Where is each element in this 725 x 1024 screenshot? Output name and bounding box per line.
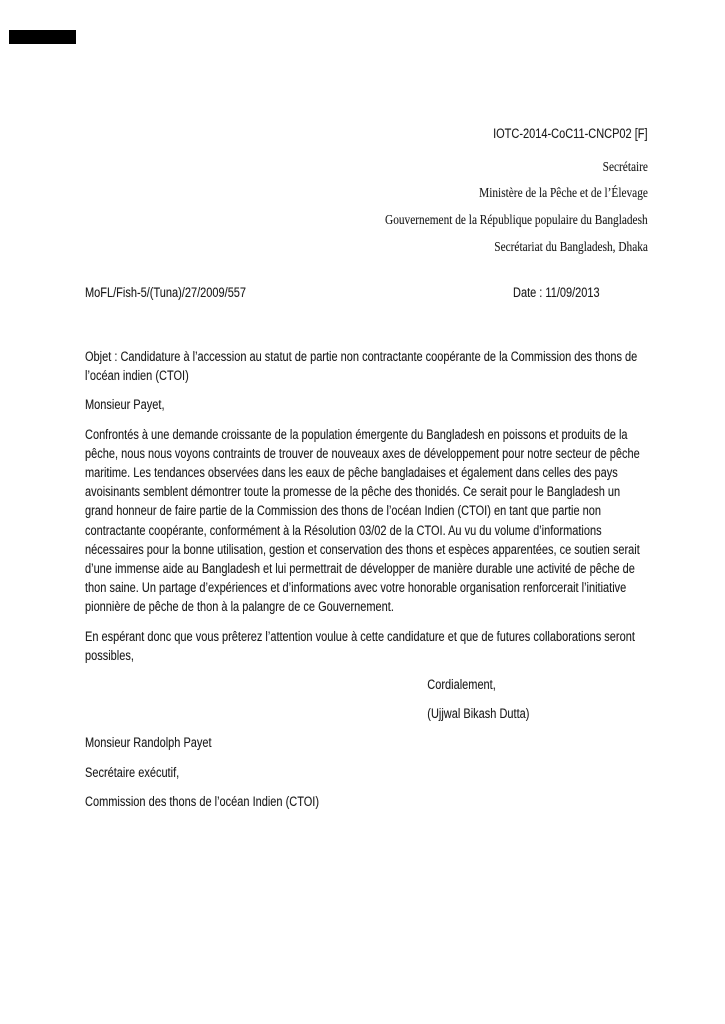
recipient-organization: Commission des thons de l’océan Indien (CTOI) — [85, 793, 320, 809]
redaction-bar — [9, 30, 76, 44]
file-number: MoFL/Fish-5/(Tuna)/27/2009/557 — [85, 285, 247, 300]
document-reference: IOTC-2014-CoC11-CNCP02 [F] — [493, 126, 648, 141]
sender-secretariat: Secrétariat du Bangladesh, Dhaka — [494, 239, 648, 254]
recipient-title: Secrétaire exécutif, — [85, 764, 180, 780]
sender-ministry: Ministère de la Pêche et de l’Élevage — [479, 185, 648, 200]
closing-paragraph: En espérant donc que vous prêterez l’attention voulue à cette candidature et que de futures collaborations seront possibles, — [85, 628, 635, 663]
salutation: Monsieur Payet, — [85, 397, 165, 413]
signoff: Cordialement, — [427, 677, 496, 693]
signatory-name: (Ujjwal Bikash Dutta) — [427, 706, 530, 722]
body-paragraph: Confrontés à une demande croissante de la population émergente du Bangladesh en poissons et produits de la pêche, nous nous voyons contraints de trouver de nouveaux axes de développement pour notre secteur de pêche maritime. Les tendances observées dans les eaux de pêche bangladaises et également dans celles des pays avoisinants semblent démontrer toute la promesse de la pêche des thonidés. Ce serait pour le Bangladesh un grand honneur de faire partie de la Commission des thons de l’océan Indien (CTOI) en tant que partie non contractante coopérante, conformément à la Résolution 03/02 de la CTOI. Au vu du volume d’informations nécessaires pour la bonne utilisation, gestion et conservation des thons et espèces apparentées, ce soutien serait d’une immense aide au Bangladesh et lui permettrait de développer de manière durable une activité de pêche de thon saine. Un partage d’expériences et d’informations avec votre honorable organisation renforcerait l’initiative pionnière de pêche de thon à la palangre de ce Gouvernement. — [85, 426, 640, 615]
recipient-name: Monsieur Randolph Payet — [85, 735, 212, 751]
date-line: Date : 11/09/2013 — [513, 285, 600, 300]
letter-content — [85, 347, 725, 821]
subject-line: Objet : Candidature à l’accession au statut de partie non contractante coopérante de la Commission des thons de l’océan indien (CTOI) — [85, 349, 638, 384]
sender-government: Gouvernement de la République populaire du Bangladesh — [385, 212, 648, 227]
sender-title: Secrétaire — [602, 159, 648, 174]
